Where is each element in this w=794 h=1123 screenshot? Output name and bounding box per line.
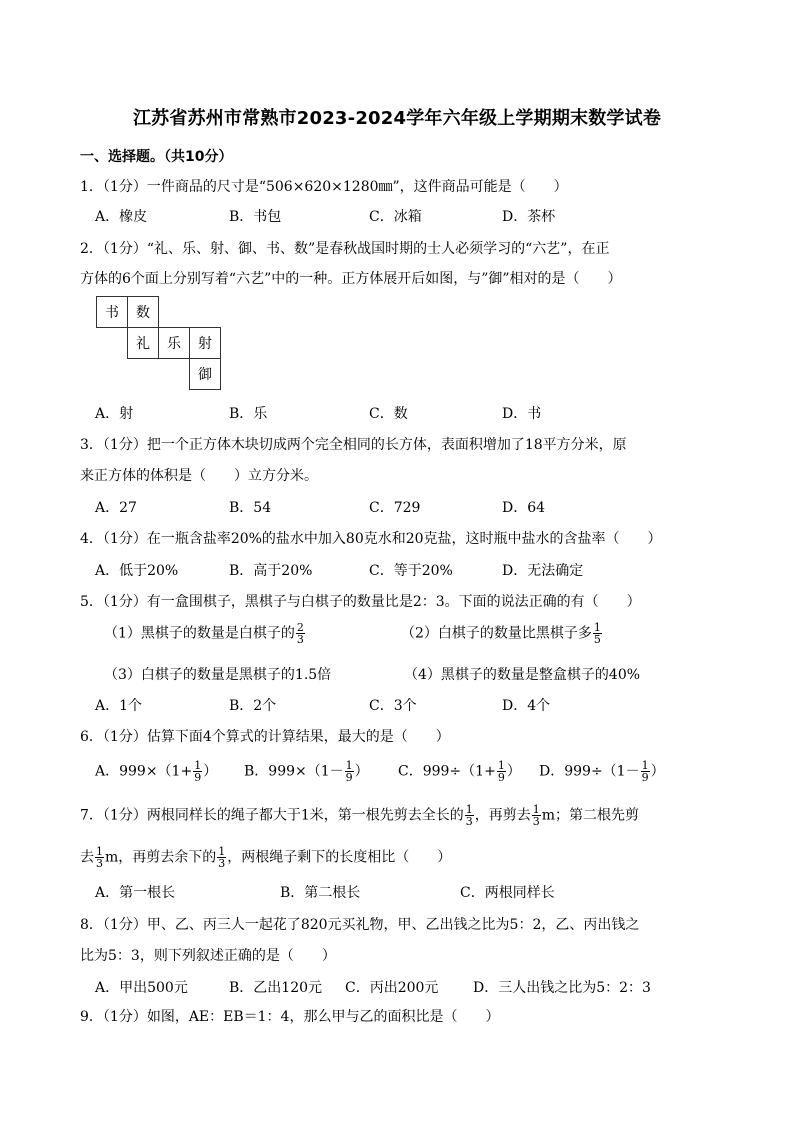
q6-option-a: [95, 760, 217, 783]
fraction: [217, 846, 226, 869]
q7-option-a: A．第一根长: [95, 885, 176, 901]
fraction-denominator: 9: [641, 771, 649, 784]
q7-line2-part-a: 去: [80, 849, 94, 866]
close-paren: ）: [506, 763, 521, 780]
q2-option-d: D．书: [502, 406, 542, 422]
fraction: [296, 622, 305, 645]
q5-option-b: B．2个: [229, 698, 277, 714]
q6-option-d: [539, 760, 665, 783]
cube-face-li: 礼: [127, 327, 159, 359]
q1-option-a: A．橡皮: [95, 209, 148, 225]
fraction-numerator: 1: [593, 621, 601, 634]
q5-statement-1: [104, 622, 306, 645]
q7-line2-part-b: m，再剪去余下的: [105, 849, 217, 866]
q5-statement-4: （4）黑棋子的数量是整盒棋子的40%: [404, 667, 641, 683]
question-2-stem-line2: 方体的6个面上分别写着“六艺”中的一种。正方体展开后如图，与”御”相对的是（ ）: [80, 271, 622, 287]
q3-option-c: C．729: [369, 500, 421, 516]
q3-option-b: B．54: [229, 500, 272, 516]
q4-option-a: A．低于20%: [95, 563, 179, 579]
fraction: [193, 760, 202, 783]
fraction-numerator: 1: [465, 803, 473, 816]
q5-option-c: C．3个: [369, 698, 417, 714]
fraction: [532, 804, 541, 827]
close-paren: ）: [354, 763, 369, 780]
fraction-numerator: 1: [532, 803, 540, 816]
close-paren: ）: [203, 763, 218, 780]
fraction-denominator: 3: [218, 857, 226, 870]
question-9-stem: 9．（1分）如图，AE：EB＝1：4，那么甲与乙的面积比是（ ）: [80, 1009, 500, 1025]
cube-face-yue: 乐: [158, 327, 190, 359]
q7-line2-part-c: ，两根绳子剩下的长度相比（ ）: [227, 849, 452, 866]
question-3-stem-line1: 3．（1分）把一个正方体木块切成两个完全相同的长方体，表面积增加了18平方分米，原: [80, 437, 627, 453]
cube-face-she: 射: [189, 327, 221, 359]
cube-face-shu: 书: [96, 296, 128, 328]
fraction: [641, 760, 650, 783]
fraction-numerator: 2: [296, 621, 304, 634]
q4-option-c: C．等于20%: [369, 563, 453, 579]
close-paren: ）: [650, 763, 665, 780]
q6-option-a-text: A．999×（1+: [95, 763, 193, 780]
question-8-stem-line2: 比为5：3，则下列叙述正确的是（ ）: [80, 948, 336, 964]
q5-statement-2: [401, 622, 603, 645]
q6-option-b: [244, 760, 369, 783]
q7-option-c: C．两根同样长: [460, 885, 555, 901]
fraction-denominator: 3: [96, 857, 103, 870]
q6-option-c: [398, 760, 521, 783]
question-1-stem: 1．（1分）一件商品的尺寸是“506×620×1280㎜”，这件商品可能是（ ）: [80, 179, 568, 195]
question-3-stem-line2: 来正方体的体积是（ ）立方分米。: [80, 468, 318, 484]
question-4-stem: 4．（1分）在一瓶含盐率20%的盐水中加入80克水和20克盐，这时瓶中盐水的含盐率（ ）: [80, 531, 662, 547]
fraction-numerator: 1: [641, 759, 649, 772]
q5-statement-3: （3）白棋子的数量是黑棋子的1.5倍: [104, 667, 332, 683]
fraction: [465, 804, 474, 827]
fraction-denominator: 9: [497, 771, 505, 784]
q7-line1-part-a: 7．（1分）两根同样长的绳子都大于1米，第一根先剪去全长的: [80, 807, 464, 824]
q8-option-d: D．三人出钱之比为5：2：3: [473, 980, 651, 996]
q6-option-d-text: D．999÷（1－: [539, 763, 640, 780]
fraction-numerator: 1: [497, 759, 505, 772]
question-7-stem-line1: [80, 804, 639, 827]
q7-option-b: B．第二根长: [280, 885, 361, 901]
q6-option-c-text: C．999÷（1+: [398, 763, 496, 780]
question-8-stem-line1: 8．（1分）甲、乙、丙三人一起花了820元买礼物，甲、乙出钱之比为5：2，乙、丙出钱之: [80, 917, 640, 933]
q7-line1-part-b: ，再剪去: [474, 807, 531, 824]
q4-option-d: D．无法确定: [502, 563, 584, 579]
q1-option-d: D．茶杯: [502, 209, 556, 225]
fraction-denominator: 3: [296, 633, 304, 646]
q8-option-b: B．乙出120元: [229, 980, 323, 996]
q5-statement-1-text: （1）黑棋子的数量是白棋子的: [104, 625, 295, 642]
fraction-denominator: 9: [345, 771, 353, 784]
question-2-stem-line1: 2．（1分）“礼、乐、射、御、书、数”是春秋战国时期的士人必须学习的“六艺”，在正: [80, 241, 610, 257]
fraction-numerator: 1: [218, 845, 226, 858]
fraction-numerator: 1: [96, 845, 103, 858]
q3-option-d: D．64: [502, 500, 546, 516]
question-7-stem-line2: [80, 846, 451, 869]
fraction-numerator: 1: [194, 759, 202, 772]
q7-line1-part-c: m；第二根先剪: [541, 807, 640, 824]
q6-option-b-text: B．999×（1－: [244, 763, 344, 780]
fraction: [95, 846, 104, 869]
question-6-stem: 6．（1分）估算下面4个算式的计算结果，最大的是（ ）: [80, 729, 450, 745]
q1-option-b: B．书包: [229, 209, 282, 225]
q1-option-c: C．冰箱: [369, 209, 422, 225]
fraction-denominator: 9: [194, 771, 202, 784]
fraction-denominator: 3: [465, 815, 473, 828]
q5-option-d: D．4个: [502, 698, 551, 714]
cube-face-yu: 御: [189, 358, 221, 390]
q5-option-a: A．1个: [95, 698, 143, 714]
q8-option-c: C．丙出200元: [345, 980, 439, 996]
q2-option-c: C．数: [369, 406, 408, 422]
section-heading: 一、选择题。（共10分）: [80, 149, 233, 165]
fraction: [497, 760, 506, 783]
q2-option-b: B．乐: [229, 406, 268, 422]
fraction: [345, 760, 354, 783]
q4-option-b: B．高于20%: [229, 563, 313, 579]
cube-face-shu2: 数: [127, 296, 159, 328]
q8-option-a: A．甲出500元: [95, 980, 188, 996]
q3-option-a: A．27: [95, 500, 137, 516]
fraction-denominator: 5: [593, 633, 601, 646]
page-title: 江苏省苏州市常熟市2023-2024学年六年级上学期期末数学试卷: [132, 108, 662, 129]
question-5-stem: 5．（1分）有一盒围棋子，黑棋子与白棋子的数量比是2：3。下面的说法正确的有（ ）: [80, 594, 641, 610]
fraction: [593, 622, 602, 645]
fraction-numerator: 1: [345, 759, 353, 772]
fraction-denominator: 3: [532, 815, 540, 828]
q5-statement-2-text: （2）白棋子的数量比黑棋子多: [401, 625, 592, 642]
q2-option-a: A．射: [95, 406, 134, 422]
